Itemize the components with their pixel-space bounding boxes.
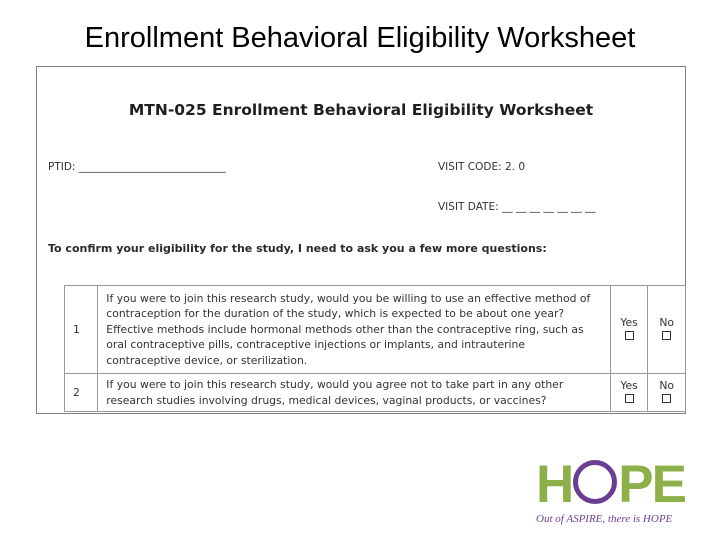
question-text: If you were to join this research study, would you be willing to use an effective method of contraception for the duration of the study, which is expected to be about one year? Effective methods include hormonal methods other than the contraceptive ring, such as oral contraceptive pills, contraceptive injections or implants, and intrauterine contraceptive device, or sterilization. — [98, 286, 610, 374]
yes-option[interactable] — [610, 286, 648, 374]
hope-logo-word: H PE — [536, 455, 685, 514]
visit-code-field: VISIT CODE: 2. 0 — [438, 161, 526, 173]
table-row — [65, 374, 686, 412]
no-label: No — [659, 379, 675, 392]
hope-logo — [536, 455, 706, 528]
table-row — [65, 286, 686, 374]
yes-option[interactable] — [610, 374, 648, 412]
ptid-field: PTID: ____________________________ — [48, 161, 226, 173]
intro-text: To confirm your eligibility for the study, I need to ask you a few more questions: — [48, 242, 547, 255]
yes-label: Yes — [620, 379, 638, 392]
no-label: No — [659, 316, 675, 329]
checkbox-icon[interactable] — [662, 331, 671, 340]
checkbox-icon[interactable] — [625, 394, 634, 403]
questions-table — [64, 285, 686, 412]
slide-title: Enrollment Behavioral Eligibility Worksheet — [84, 22, 636, 54]
ring-icon — [573, 460, 617, 504]
yes-label: Yes — [620, 316, 638, 329]
question-number: 2 — [65, 374, 98, 412]
checkbox-icon[interactable] — [662, 394, 671, 403]
worksheet-image — [36, 66, 686, 414]
worksheet-title: MTN-025 Enrollment Behavioral Eligibility Worksheet — [128, 101, 594, 119]
logo-tagline: Out of ASPIRE, there is HOPE — [536, 513, 673, 525]
visit-date-field: VISIT DATE: __ __ __ __ __ __ __ — [438, 201, 596, 213]
checkbox-icon[interactable] — [625, 331, 634, 340]
no-option[interactable] — [648, 374, 686, 412]
question-text: If you were to join this research study, would you agree not to take part in any other research studies involving drugs, medical devices, vaginal products, or vaccines? — [98, 374, 610, 412]
question-number: 1 — [65, 286, 98, 374]
no-option[interactable] — [648, 286, 686, 374]
